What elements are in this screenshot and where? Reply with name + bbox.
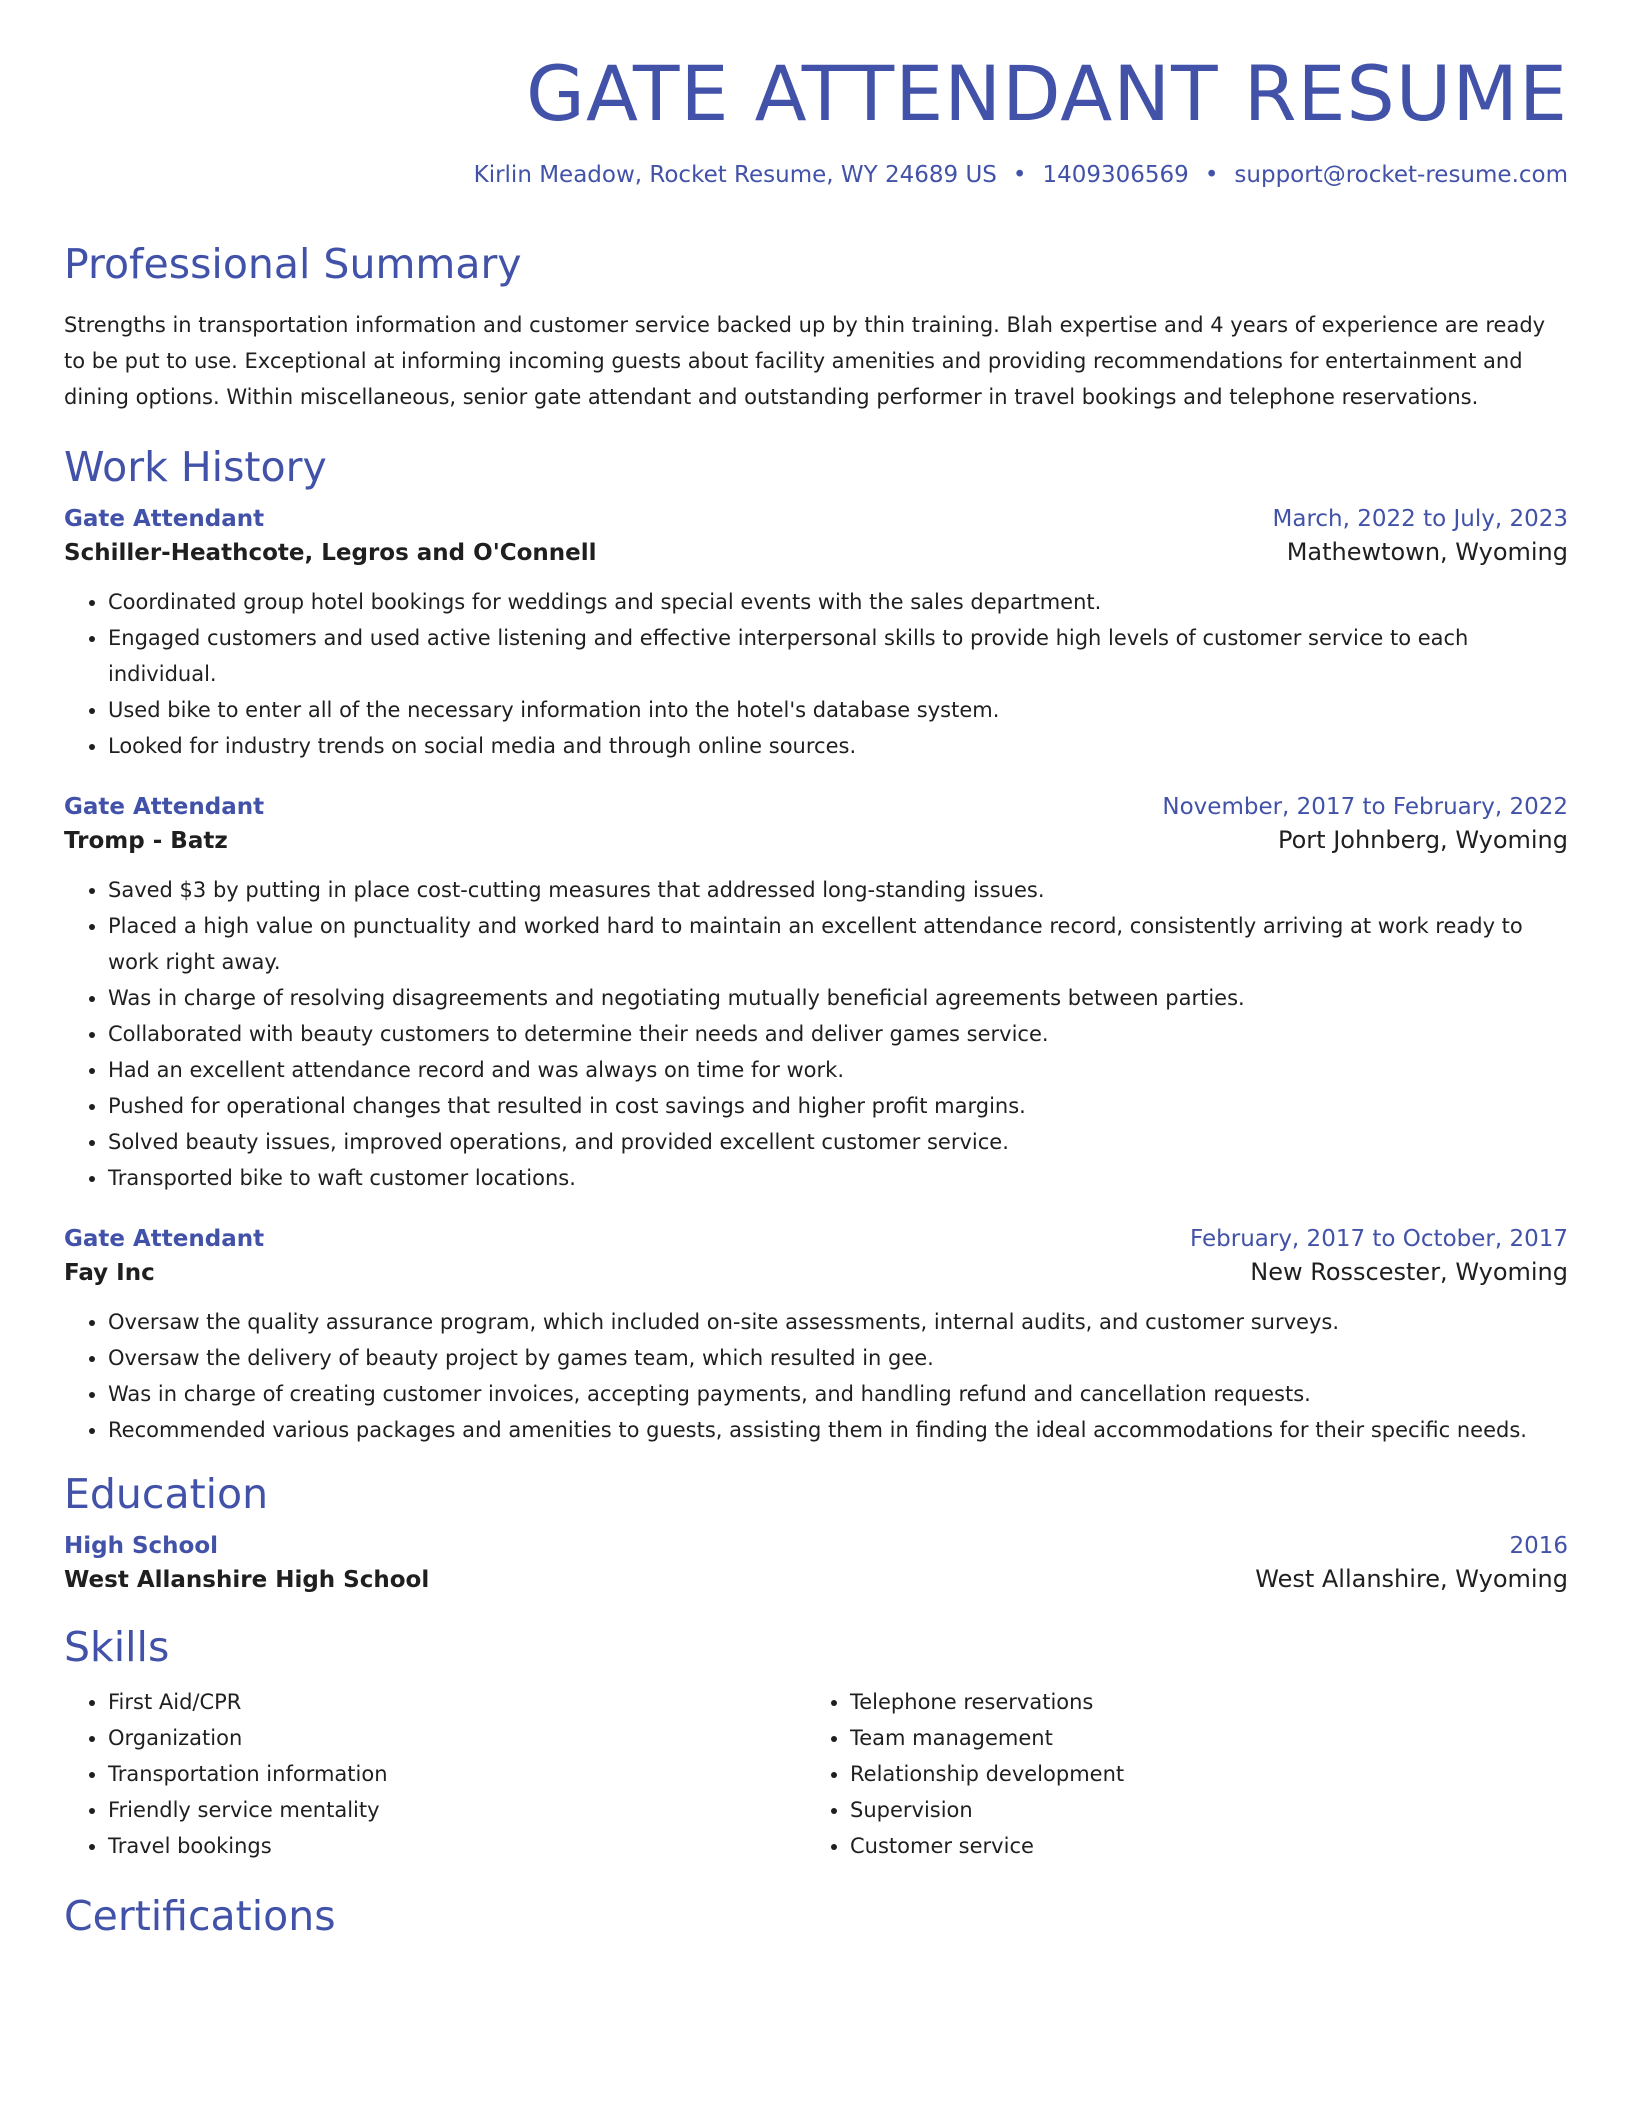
job-title: Gate Attendant <box>64 505 265 532</box>
resume-title: GATE ATTENDANT RESUME <box>526 49 1568 138</box>
job-dates: February, 2017 to October, 2017 <box>1190 1225 1568 1252</box>
job-title: Gate Attendant <box>64 1225 265 1252</box>
skill-item: • Supervision <box>850 1792 1548 1828</box>
summary-heading: Professional Summary <box>64 239 522 288</box>
education-heading: Education <box>64 1469 269 1518</box>
job-header-row <box>64 506 1568 532</box>
job-entry <box>64 1226 1568 1448</box>
skill-item: • Friendly service mentality <box>108 1792 806 1828</box>
job-employer: Fay Inc <box>64 1259 155 1286</box>
contact-phone: 1409306569 <box>1042 161 1189 188</box>
job-bullet: • Engaged customers and used active listening and effective interpersonal skills to provide high levels of customer service to each individual. <box>108 620 1568 692</box>
job-bullets <box>64 872 1568 1196</box>
contact-email: support@rocket-resume.com <box>1234 161 1568 188</box>
skills-heading: Skills <box>64 1623 170 1672</box>
job-bullet: • Transported bike to waft customer locations. <box>108 1160 1568 1196</box>
job-bullet: • Oversaw the delivery of beauty project by games team, which resulted in gee. <box>108 1340 1568 1376</box>
job-employer-row <box>64 826 1568 854</box>
job-employer: Tromp - Batz <box>64 827 228 854</box>
job-bullet: • Looked for industry trends on social media and through online sources. <box>108 728 1568 764</box>
job-entry <box>64 794 1568 1196</box>
education-year: 2016 <box>1509 1533 1568 1560</box>
skill-item: • Telephone reservations <box>850 1684 1548 1720</box>
skill-item: • First Aid/CPR <box>108 1684 806 1720</box>
education-header-row <box>64 1533 1568 1559</box>
job-header-row <box>64 1226 1568 1252</box>
skill-item: • Customer service <box>850 1828 1548 1864</box>
job-entry <box>64 506 1568 764</box>
job-location: New Rosscester, Wyoming <box>1250 1257 1568 1286</box>
education-school-row <box>64 1565 1568 1593</box>
job-employer-row <box>64 538 1568 566</box>
summary-text: Strengths in transportation information and customer service backed up by thin training. Blah expertise and 4 years of experience are ready to be put to use. Exceptional at informing incoming guests about facility amenities and providing recommendations for entertainment and dining options. Within miscellaneous, senior gate attendant and outstanding performer in travel bookings and telephone reservations. <box>64 312 1546 409</box>
education-school: West Allanshire High School <box>64 1567 430 1594</box>
skill-item: • Transportation information <box>108 1756 806 1792</box>
job-title: Gate Attendant <box>64 793 265 820</box>
contact-separator: • <box>1204 161 1219 188</box>
contact-address: Kirlin Meadow, Rocket Resume, WY 24689 US <box>473 161 997 188</box>
skills-column-left <box>64 1684 806 1864</box>
job-dates: November, 2017 to February, 2022 <box>1162 793 1568 820</box>
job-dates: March, 2022 to July, 2023 <box>1272 505 1568 532</box>
skills-list <box>64 1684 1568 1864</box>
job-location: Port Johnberg, Wyoming <box>1277 825 1568 854</box>
job-header-row <box>64 794 1568 820</box>
skills-column-right <box>806 1684 1548 1864</box>
job-bullet: • Oversaw the quality assurance program, which included on-site assessments, internal audits, and customer surveys. <box>108 1304 1568 1340</box>
job-bullet: • Recommended various packages and amenities to guests, assisting them in finding the ideal accommodations for their specific needs. <box>108 1412 1568 1448</box>
education-degree: High School <box>64 1533 219 1560</box>
job-bullet: • Placed a high value on punctuality and worked hard to maintain an excellent attendance record, consistently arriving at work ready to work right away. <box>108 908 1568 980</box>
work-history-heading: Work History <box>64 442 327 491</box>
job-employer: Schiller-Heathcote, Legros and O'Connell <box>64 539 597 566</box>
skill-item: • Team management <box>850 1720 1548 1756</box>
skill-item: • Organization <box>108 1720 806 1756</box>
skill-item: • Relationship development <box>850 1756 1548 1792</box>
education-location: West Allanshire, Wyoming <box>1255 1565 1568 1594</box>
job-bullet: • Pushed for operational changes that resulted in cost savings and higher profit margins. <box>108 1088 1568 1124</box>
job-bullet: • Was in charge of resolving disagreements and negotiating mutually beneficial agreements between parties. <box>108 980 1568 1016</box>
job-bullet: • Coordinated group hotel bookings for weddings and special events with the sales department. <box>108 584 1568 620</box>
job-bullet: • Solved beauty issues, improved operations, and provided excellent customer service. <box>108 1124 1568 1160</box>
job-employer-row <box>64 1258 1568 1286</box>
job-bullets <box>64 584 1568 764</box>
education-entry <box>64 1533 1568 1593</box>
job-bullet: • Was in charge of creating customer invoices, accepting payments, and handling refund and cancellation requests. <box>108 1376 1568 1412</box>
job-bullet: • Saved $3 by putting in place cost-cutting measures that addressed long-standing issues. <box>108 872 1568 908</box>
job-location: Mathewtown, Wyoming <box>1286 537 1568 566</box>
job-bullets <box>64 1304 1568 1448</box>
certifications-heading: Certifications <box>64 1892 336 1941</box>
skill-item: • Travel bookings <box>108 1828 806 1864</box>
contact-line <box>64 162 1568 188</box>
job-bullet: • Had an excellent attendance record and was always on time for work. <box>108 1052 1568 1088</box>
job-bullet: • Collaborated with beauty customers to determine their needs and deliver games service. <box>108 1016 1568 1052</box>
contact-separator: • <box>1012 161 1027 188</box>
job-bullet: • Used bike to enter all of the necessary information into the hotel's database system. <box>108 692 1568 728</box>
